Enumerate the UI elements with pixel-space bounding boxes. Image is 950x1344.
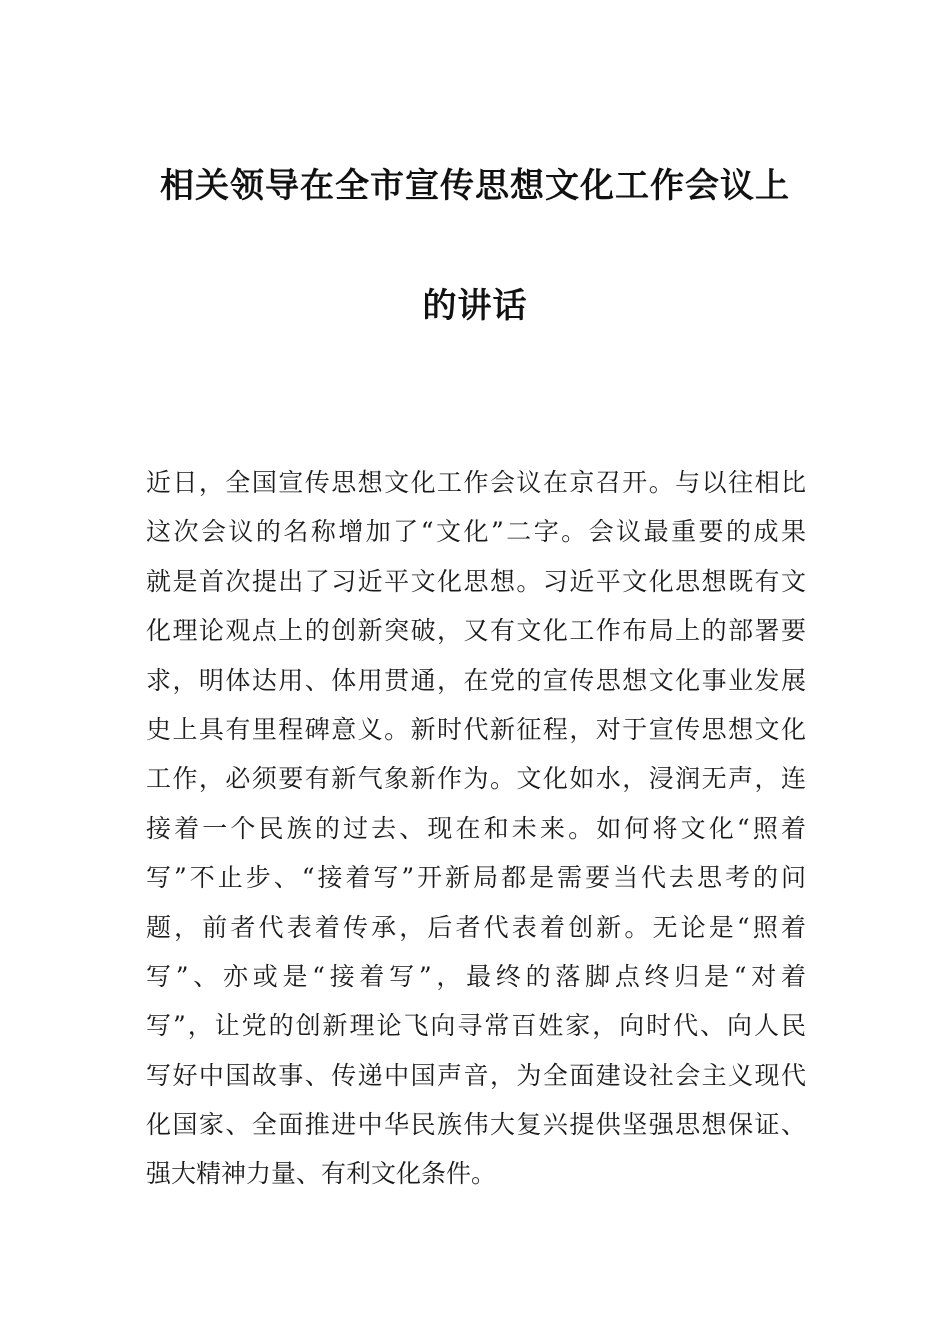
paragraph-line: 这次会议的名称增加了“文化”二字。会议最重要的成果 bbox=[146, 517, 806, 547]
paragraph-line: 写”，让党的创新理论飞向寻常百姓家，向时代、向人民 bbox=[146, 1011, 806, 1041]
paragraph-line: 接着一个民族的过去、现在和未来。如何将文化“照着 bbox=[146, 813, 806, 843]
paragraph-line: 写好中国故事、传递中国声音，为全面建设社会主义现代 bbox=[146, 1060, 806, 1090]
document-title-line-1: 相关领导在全市宣传思想文化工作会议上 bbox=[160, 166, 790, 206]
paragraph-line: 写”、亦或是“接着写”，最终的落脚点终归是“对着 bbox=[146, 961, 806, 991]
paragraph-line: 化国家、全面推进中华民族伟大复兴提供坚强思想保证、 bbox=[146, 1110, 806, 1140]
paragraph-line-last: 强大精神力量、有利文化条件。 bbox=[146, 1159, 497, 1189]
paragraph-line: 近日，全国宣传思想文化工作会议在京召开。与以往相比 bbox=[146, 468, 806, 497]
paragraph-line: 就是首次提出了习近平文化思想。习近平文化思想既有文 bbox=[146, 566, 806, 596]
paragraph-line: 求，明体达用、体用贯通，在党的宣传思想文化事业发展 bbox=[146, 665, 806, 695]
paragraph-line: 工作，必须要有新气象新作为。文化如水，浸润无声，连 bbox=[146, 764, 806, 794]
paragraph-line: 化理论观点上的创新突破，又有文化工作布局上的部署要 bbox=[146, 616, 806, 646]
paragraph-line: 史上具有里程碑意义。新时代新征程，对于宣传思想文化 bbox=[146, 714, 806, 744]
body-paragraph bbox=[146, 458, 806, 1199]
document-title-line-2: 的讲话 bbox=[422, 286, 528, 326]
paragraph-line: 题，前者代表着传承，后者代表着创新。无论是“照着 bbox=[146, 912, 806, 942]
paragraph-line: 写”不止步、“接着写”开新局都是需要当代去思考的问 bbox=[146, 863, 806, 893]
